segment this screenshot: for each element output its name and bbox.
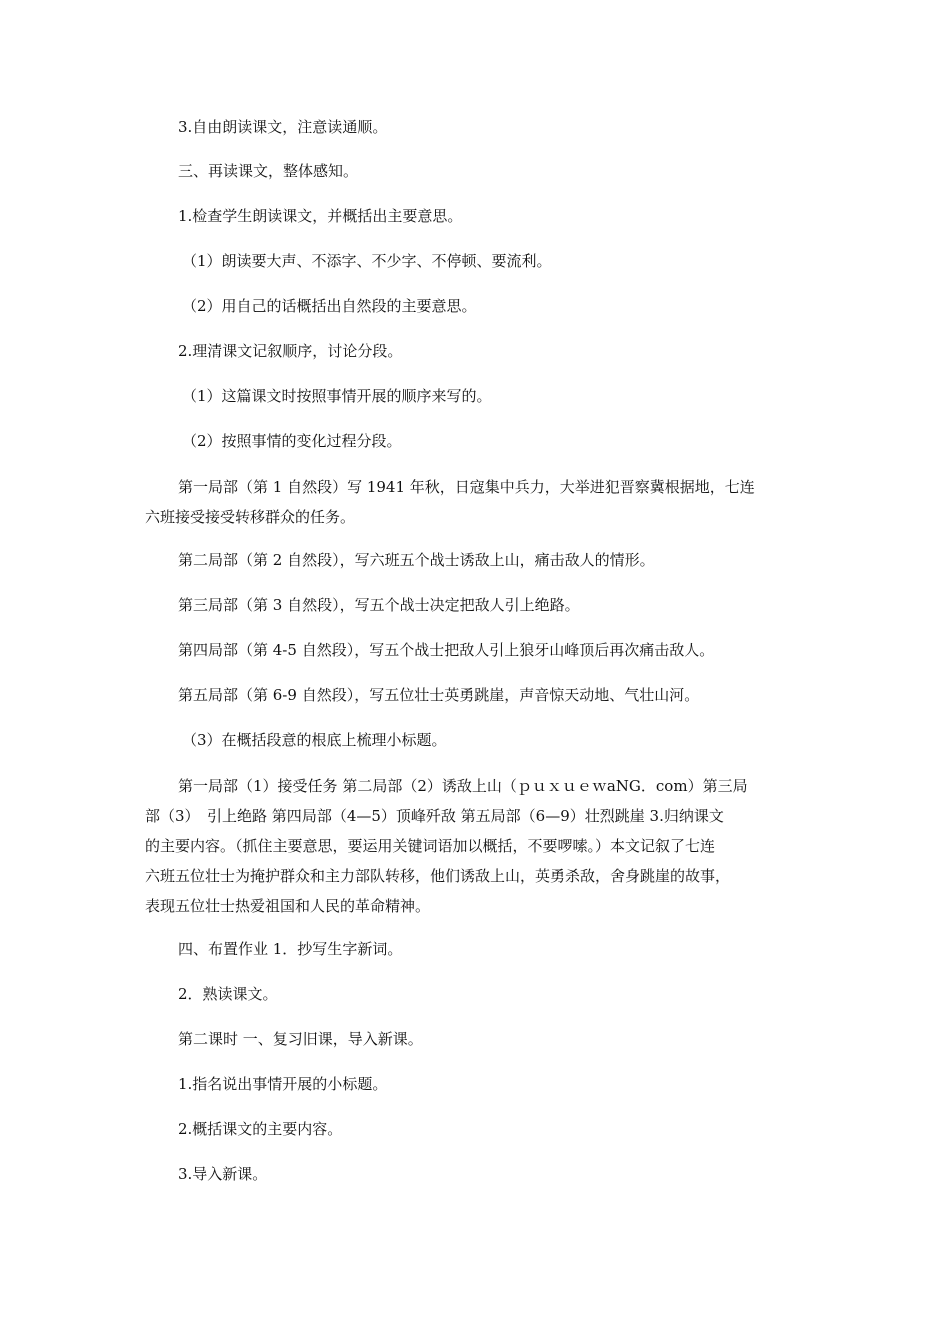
paragraph-8-line-1: 第一局部（第 1 自然段）写 1941 年秋，日寇集中兵力，大举进犯晋察冀根据地，七连 [178,478,755,496]
paragraph-8-line-2: 六班接受接受转移群众的任务。 [145,508,356,526]
paragraph-4: （2）用自己的话概括出自然段的主要意思。 [182,297,477,315]
paragraph-10: 第三局部（第 3 自然段），写五个战士决定把敌人引上绝路。 [178,596,580,614]
paragraph-13: （3）在概括段意的根底上梳理小标题。 [182,731,447,749]
lesson-heading: 第二课时 一、复习旧课，导入新课。 [178,1030,423,1048]
paragraph-12: 第五局部（第 6-9 自然段），写五位壮士英勇跳崖，声音惊天动地、气壮山河。 [178,686,700,704]
paragraph-5: 2.理清课文记叙顺序，讨论分段。 [178,342,403,360]
paragraph-18: 3.导入新课。 [178,1165,268,1183]
paragraph-14 [145,771,805,921]
paragraph-14-line-3: 的主要内容。（抓住主要意思，要运用关键词语加以概括，不要啰嗦。）本文记叙了七连 [145,837,716,855]
paragraph-17: 2.概括课文的主要内容。 [178,1120,343,1138]
paragraph-14-line-4: 六班五位壮士为掩护群众和主力部队转移，他们诱敌上山，英勇杀敌，舍身跳崖的故事， [145,867,731,885]
paragraph-11: 第四局部（第 4-5 自然段），写五个战士把敌人引上狼牙山峰顶后再次痛击敌人。 [178,641,715,659]
paragraph-1: 3.自由朗读课文，注意读通顺。 [178,118,388,136]
paragraph-2: 1.检查学生朗读课文，并概括出主要意思。 [178,207,463,225]
paragraph-3: （1）朗读要大声、不添字、不少字、不停顿、要流利。 [182,252,552,270]
paragraph-8 [145,472,805,532]
section-heading-3: 三、再读课文，整体感知。 [178,162,359,180]
paragraph-15: 2．熟读课文。 [178,985,278,1003]
paragraph-14-line-2: 部（3） 引上绝路 第四局部（4—5）顶峰歼敌 第五局部（6—9）壮烈跳崖 3.归纳课文 [145,807,724,825]
paragraph-9: 第二局部（第 2 自然段），写六班五个战士诱敌上山，痛击敌人的情形。 [178,551,655,569]
paragraph-14-line-1: 第一局部（1）接受任务 第二局部（2）诱敌上山（ｐｕｘｕｅｗaNG．com）第三局 [178,777,748,795]
paragraph-14-line-5: 表现五位壮士热爱祖国和人民的革命精神。 [145,897,431,915]
section-heading-4: 四、布置作业 1．抄写生字新词。 [178,940,403,958]
paragraph-6: （1）这篇课文时按照事情开展的顺序来写的。 [182,387,492,405]
paragraph-16: 1.指名说出事情开展的小标题。 [178,1075,388,1093]
paragraph-7: （2）按照事情的变化过程分段。 [182,432,402,450]
